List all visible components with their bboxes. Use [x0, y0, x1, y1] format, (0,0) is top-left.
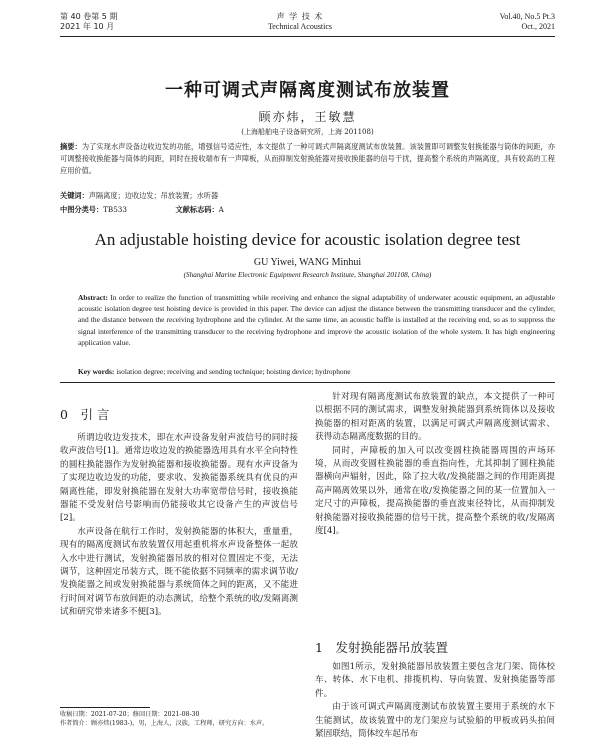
- paper-title-en: An adjustable hoisting device for acoustic isolation degree test: [94, 230, 521, 249]
- footnote-rule: [60, 707, 150, 708]
- right-column-body-bottom: [315, 661, 555, 740]
- paragraph: 针对现有隔离度测试布放装置的缺点，本文提供了一种可以根据不同的测试需求，调整发射换能器到系统筒体以及接收换能器的相对距离的装置，以满足可调式声隔离度测试需求、获得动态隔离度数据的目的。: [315, 392, 555, 443]
- journal-name: 声 学 技 术 Technical Acoustics: [267, 12, 333, 31]
- abstract-en: Abstract: In order to realize the function of transmitting while receiving and enhance the signal adaptability of underwater acoustic equipment, an adjustable acoustic isolation degree test hoisting device is provided in this paper. The device can adjust the distance between the transmitting transducer and the cylinder, and the distance between the receiving hydrophone and the cylinder. At the same time, an acoustic baffle is installed at the receiving end, so as to suppress the signal interference of the transmitting transducer to the receiving hydrophone and improve the acoustic isolation of the whole system. It has high engineering application value.: [78, 293, 555, 347]
- journal-volume-en: Vol.40, No.5 Pt.3 Oct., 2021: [499, 12, 555, 31]
- journal-volume-issue: 第 40 卷第 5 期 2021 年 10 月: [60, 12, 118, 31]
- abstract-cn: [60, 141, 555, 191]
- keywords-cn: 关键词：声隔离度；边收边发；吊放装置；水听器: [60, 191, 219, 200]
- paragraph: 由于该可调式声隔离度测试布放装置主要用于系统的水下生能测试，故该装置中的龙门架应与试验船的甲板或码头拍间紧固联结，筒体绞车起吊布: [315, 702, 555, 740]
- paragraph: 如图1所示，发射换能器吊放装置主要包含龙门架、筒体校车、转体、水下电机、排揽机构、导向装置、发射换能器等部件。: [315, 662, 555, 699]
- header-rule: [60, 36, 555, 37]
- right-column-body-top: [315, 391, 555, 627]
- authors-cn: 顾亦炜，王敏慧: [258, 110, 357, 124]
- keywords-en: Key words: isolation degree; receiving and sending technique; hoisting device; hydrophone: [78, 367, 351, 376]
- footnotes: 收稿日期：2021-07-20；修回日期：2021-08-30 作者简介：顾亦炜(1983-)，男，上海人，汉族，工程师，研究方向：水声。: [60, 711, 269, 727]
- abstract-label-cn: 摘要：: [60, 142, 82, 151]
- section-heading-1: 1 发射换能器吊放装置: [315, 640, 448, 655]
- section-heading-introduction: 0 引 言: [60, 407, 110, 422]
- abstract-rule: [60, 382, 555, 383]
- paragraph: 水声设备在航行工作时，发射换能器的体积大，重量重，现有的隔离度测试布放装置仅用起重机将水声设备整体一起放入水中进行测试，发射换能器吊放的相对位置固定不变，无法调节，这种固定吊装方式，既不能依据不同频率的需求调节收/发换能器之间或发射换能器与系统筒体之间的距离，又不能进行时间对调节布放间距的动态测试，给整个系统的收/发隔离测试和研究带来诸多不便[3]。: [60, 526, 298, 618]
- paper-title-cn: 一种可调式声隔离度测试布放装置: [165, 80, 450, 101]
- abstract-text-cn: 为了实现水声设备边收边发的功能，增强信号适应性，本文提供了一种可调式声隔离度测试布放装置。该装置即可调整发射换能器与筒体的间距，亦可调整接收换能器与筒体的间距，同时在接收端布有一声障板，从而抑制发射换能器对接收换能器的信号干扰，提高整个系统的声隔离度，具有较高的工程应用价值。: [60, 142, 555, 175]
- affiliation-cn: (上海船舶电子设备研究所，上海 201108): [241, 128, 374, 136]
- classification-cn: 中图分类号：TB533 文献标志码：A: [60, 205, 224, 214]
- left-column-body: [60, 432, 298, 690]
- paragraph: 同时，声障板的加入可以改变圆柱换能器周围的声场环境，从而改变圆柱换能器的垂直指向性，尤其抑制了圆柱换能器横向声辐射，因此，除了拉大收/发换能器之间的作用距离提高声隔离效果以外，通常在收/发换能器之间的某一位置加入一定尺寸的声障板，提高换能器的垂直波束径特比，从而抑制发射换能器对接收换能器的信号干扰，提高整个系统的收/发隔离度[4]。: [315, 445, 555, 537]
- paragraph: 所谓边收边发技术，即在水声设备发射声波信号的同时接收声波信号[1]。通常边收边发的换能器选用具有水平全向特性的圆柱换能器作为发射换能器和接收换能器。现有水声设备为了实现边收边发的功能，要求收、发换能器系统具有优良的声隔离性能，即发射换能器在发射大功率宽带信号时，接收换能器能不受发射信号影响而仍能接收其它设备产生的声波信号[2]。: [60, 433, 298, 524]
- affiliation-en: (Shanghai Marine Electronic Equipment Research Institute, Shanghai 201108, China): [183, 271, 432, 279]
- authors-en: GU Yiwei, WANG Minhui: [253, 257, 362, 268]
